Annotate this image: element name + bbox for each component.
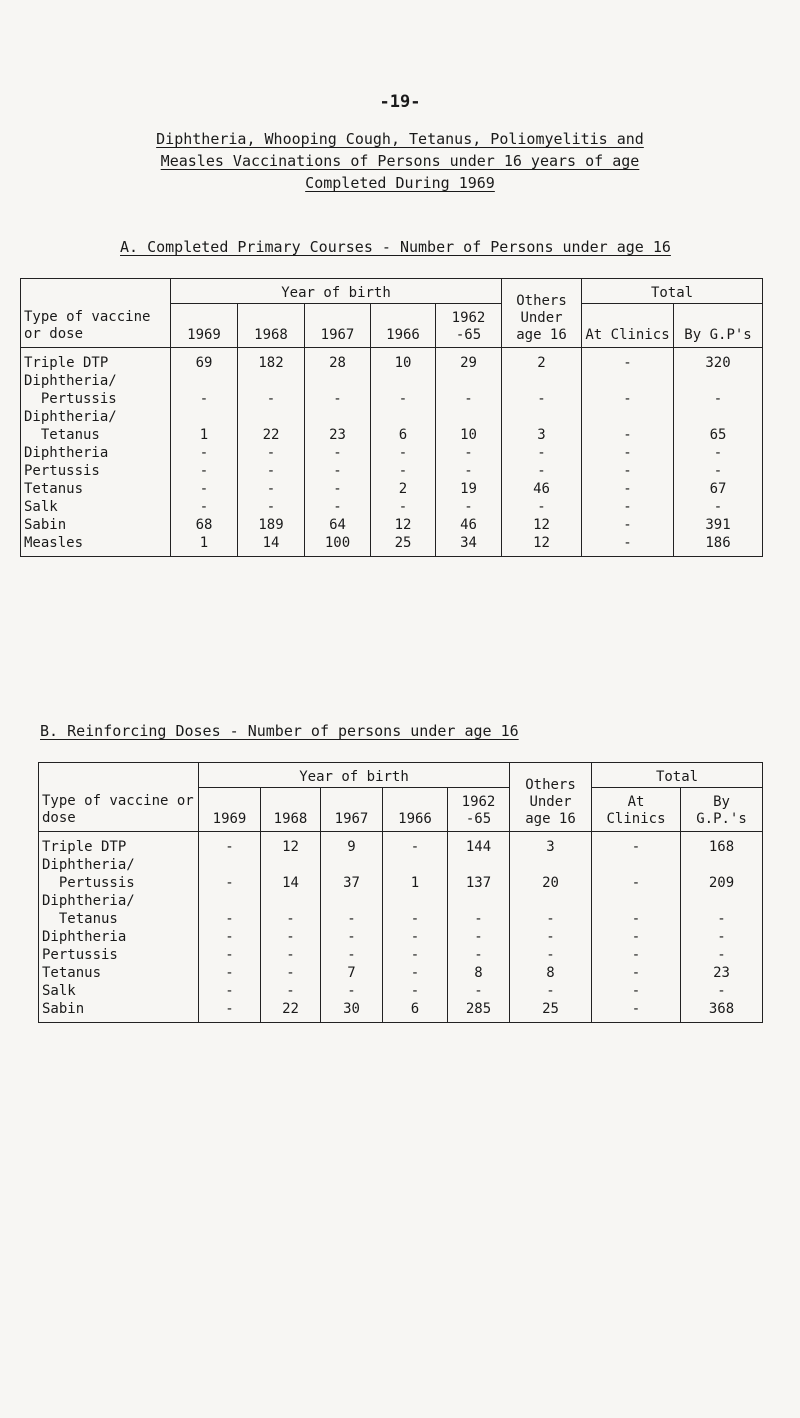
vaccine-type-cell: Pertussis	[39, 874, 199, 892]
value-cell: -	[238, 444, 305, 462]
type-header: Type of vaccine or dose	[39, 763, 199, 832]
vaccine-type-cell: Triple DTP	[39, 832, 199, 857]
value-cell: 391	[674, 516, 763, 534]
value-cell: -	[371, 498, 436, 516]
value-cell: 65	[674, 426, 763, 444]
value-cell	[436, 372, 502, 390]
value-cell: -	[171, 444, 238, 462]
value-cell: 2	[502, 348, 582, 373]
value-cell: -	[582, 426, 674, 444]
by-gps-header: By G.P's	[674, 304, 763, 348]
value-cell: -	[592, 874, 681, 892]
value-cell	[448, 856, 510, 874]
value-cell	[199, 892, 261, 910]
value-cell	[371, 372, 436, 390]
value-cell	[261, 892, 321, 910]
value-cell: 144	[448, 832, 510, 857]
total-header: Total	[582, 279, 763, 304]
year-of-birth-header: Year of birth	[171, 279, 502, 304]
others-header: Others Under age 16	[502, 279, 582, 348]
table-row	[21, 390, 763, 408]
value-cell: -	[199, 874, 261, 892]
value-cell: -	[510, 910, 592, 928]
value-cell: -	[305, 480, 371, 498]
vaccine-type-cell: Diphtheria/	[39, 892, 199, 910]
value-cell: -	[199, 982, 261, 1000]
value-cell: -	[261, 982, 321, 1000]
vaccine-type-cell: Pertussis	[39, 946, 199, 964]
year-header: 1966	[383, 788, 448, 832]
value-cell: -	[321, 946, 383, 964]
table-row	[39, 832, 763, 857]
year-header: 1968	[238, 304, 305, 348]
value-cell: 2	[371, 480, 436, 498]
value-cell	[510, 892, 592, 910]
value-cell	[238, 372, 305, 390]
value-cell: -	[238, 498, 305, 516]
table-row	[39, 964, 763, 982]
table-row	[39, 982, 763, 1000]
value-cell: 23	[305, 426, 371, 444]
value-cell: 368	[681, 1000, 763, 1023]
value-cell: -	[371, 462, 436, 480]
value-cell	[674, 408, 763, 426]
value-cell	[592, 892, 681, 910]
table-row	[39, 892, 763, 910]
value-cell: -	[199, 928, 261, 946]
value-cell: 7	[321, 964, 383, 982]
value-cell	[592, 856, 681, 874]
value-cell	[171, 408, 238, 426]
value-cell	[681, 892, 763, 910]
vaccine-type-cell: Pertussis	[21, 390, 171, 408]
year-header: 1969	[171, 304, 238, 348]
value-cell: -	[305, 498, 371, 516]
value-cell: 29	[436, 348, 502, 373]
title-line-3: Completed During 1969	[305, 174, 495, 192]
value-cell: 182	[238, 348, 305, 373]
value-cell	[199, 856, 261, 874]
value-cell: -	[261, 910, 321, 928]
value-cell: -	[383, 832, 448, 857]
value-cell: 12	[502, 516, 582, 534]
value-cell: -	[199, 832, 261, 857]
table-row	[21, 372, 763, 390]
table-row	[39, 910, 763, 928]
value-cell	[238, 408, 305, 426]
at-clinics-header: At Clinics	[582, 304, 674, 348]
value-cell: -	[502, 498, 582, 516]
value-cell: 30	[321, 1000, 383, 1023]
value-cell: -	[592, 946, 681, 964]
section-b-heading: B. Reinforcing Doses - Number of persons under age 16	[40, 722, 519, 740]
value-cell: 14	[238, 534, 305, 557]
value-cell: -	[681, 910, 763, 928]
value-cell	[510, 856, 592, 874]
value-cell: 186	[674, 534, 763, 557]
title-line-2: Measles Vaccinations of Persons under 16 years of age	[160, 152, 640, 170]
value-cell: -	[238, 480, 305, 498]
value-cell: -	[383, 946, 448, 964]
value-cell: -	[171, 498, 238, 516]
vaccine-type-cell: Diphtheria	[21, 444, 171, 462]
value-cell: -	[674, 498, 763, 516]
value-cell: 6	[383, 1000, 448, 1023]
vaccine-type-cell: Sabin	[21, 516, 171, 534]
value-cell: -	[582, 534, 674, 557]
value-cell: 3	[510, 832, 592, 857]
year-header: 1966	[371, 304, 436, 348]
value-cell: -	[592, 832, 681, 857]
value-cell: 12	[502, 534, 582, 557]
others-header: Others Under age 16	[510, 763, 592, 832]
value-cell: 37	[321, 874, 383, 892]
vaccine-type-cell: Diphtheria/	[39, 856, 199, 874]
value-cell: -	[592, 982, 681, 1000]
primary-courses-body	[21, 348, 763, 557]
value-cell: -	[448, 982, 510, 1000]
value-cell: 285	[448, 1000, 510, 1023]
vaccine-type-cell: Sabin	[39, 1000, 199, 1023]
year-header: 1967	[321, 788, 383, 832]
value-cell: -	[582, 498, 674, 516]
vaccine-type-cell: Triple DTP	[21, 348, 171, 373]
value-cell	[681, 856, 763, 874]
value-cell: -	[502, 390, 582, 408]
value-cell: -	[199, 1000, 261, 1023]
vaccine-type-cell: Pertussis	[21, 462, 171, 480]
value-cell: -	[171, 480, 238, 498]
value-cell: 6	[371, 426, 436, 444]
value-cell: -	[592, 1000, 681, 1023]
table-row	[39, 1000, 763, 1023]
value-cell: 68	[171, 516, 238, 534]
value-cell: -	[582, 390, 674, 408]
value-cell: -	[681, 928, 763, 946]
vaccine-type-cell: Salk	[21, 498, 171, 516]
value-cell: -	[674, 462, 763, 480]
value-cell: 19	[436, 480, 502, 498]
value-cell: 67	[674, 480, 763, 498]
value-cell: -	[502, 462, 582, 480]
vaccine-type-cell: Tetanus	[39, 910, 199, 928]
value-cell: 22	[238, 426, 305, 444]
value-cell: -	[305, 462, 371, 480]
value-cell: 1	[171, 426, 238, 444]
value-cell: 25	[510, 1000, 592, 1023]
value-cell: -	[171, 462, 238, 480]
value-cell	[502, 372, 582, 390]
value-cell	[582, 372, 674, 390]
year-of-birth-header: Year of birth	[199, 763, 510, 788]
value-cell	[502, 408, 582, 426]
value-cell: -	[321, 910, 383, 928]
value-cell: 320	[674, 348, 763, 373]
value-cell: -	[238, 462, 305, 480]
value-cell: -	[305, 444, 371, 462]
value-cell	[321, 856, 383, 874]
value-cell: -	[592, 964, 681, 982]
value-cell: 168	[681, 832, 763, 857]
value-cell	[383, 856, 448, 874]
vaccine-type-cell: Diphtheria/	[21, 408, 171, 426]
value-cell	[261, 856, 321, 874]
table-row	[39, 928, 763, 946]
value-cell: 64	[305, 516, 371, 534]
value-cell: -	[510, 946, 592, 964]
value-cell: 10	[371, 348, 436, 373]
table-row	[21, 462, 763, 480]
title-line-1: Diphtheria, Whooping Cough, Tetanus, Poliomyelitis and	[156, 130, 644, 148]
value-cell: 1	[383, 874, 448, 892]
value-cell: -	[448, 946, 510, 964]
value-cell: -	[582, 462, 674, 480]
vaccine-type-cell: Salk	[39, 982, 199, 1000]
value-cell: -	[383, 910, 448, 928]
value-cell: -	[261, 964, 321, 982]
vaccine-type-cell: Diphtheria/	[21, 372, 171, 390]
value-cell	[582, 408, 674, 426]
value-cell: -	[436, 498, 502, 516]
value-cell: 8	[510, 964, 592, 982]
value-cell: 46	[502, 480, 582, 498]
reinforcing-doses-body	[39, 832, 763, 1023]
value-cell: 14	[261, 874, 321, 892]
table-row	[21, 444, 763, 462]
value-cell: 46	[436, 516, 502, 534]
value-cell: 22	[261, 1000, 321, 1023]
table-row	[21, 480, 763, 498]
page-number: -19-	[379, 92, 421, 112]
value-cell: -	[371, 444, 436, 462]
value-cell: 9	[321, 832, 383, 857]
year-header: 1967	[305, 304, 371, 348]
table-row	[39, 946, 763, 964]
value-cell: 189	[238, 516, 305, 534]
value-cell	[171, 372, 238, 390]
reinforcing-doses-table	[38, 762, 763, 1023]
value-cell: 20	[510, 874, 592, 892]
value-cell: 28	[305, 348, 371, 373]
value-cell: -	[582, 480, 674, 498]
value-cell: -	[592, 910, 681, 928]
value-cell: -	[261, 928, 321, 946]
value-cell: 10	[436, 426, 502, 444]
value-cell	[305, 372, 371, 390]
value-cell	[305, 408, 371, 426]
value-cell: -	[199, 946, 261, 964]
value-cell: -	[321, 982, 383, 1000]
value-cell: -	[383, 964, 448, 982]
vaccine-type-cell: Tetanus	[21, 426, 171, 444]
primary-courses-table	[20, 278, 763, 557]
vaccine-type-cell: Diphtheria	[39, 928, 199, 946]
value-cell: -	[371, 390, 436, 408]
value-cell	[436, 408, 502, 426]
value-cell: -	[674, 390, 763, 408]
table-row	[21, 408, 763, 426]
value-cell: -	[510, 982, 592, 1000]
value-cell	[321, 892, 383, 910]
value-cell	[448, 892, 510, 910]
value-cell: -	[436, 390, 502, 408]
vaccine-type-cell: Tetanus	[39, 964, 199, 982]
value-cell: -	[383, 982, 448, 1000]
value-cell: -	[383, 928, 448, 946]
year-header: 1969	[199, 788, 261, 832]
value-cell: 34	[436, 534, 502, 557]
value-cell: -	[261, 946, 321, 964]
value-cell: 12	[261, 832, 321, 857]
value-cell: -	[582, 348, 674, 373]
type-header: Type of vaccine or dose	[21, 279, 171, 348]
value-cell: 1	[171, 534, 238, 557]
value-cell: -	[321, 928, 383, 946]
section-a-heading: A. Completed Primary Courses - Number of Persons under age 16	[120, 238, 671, 256]
value-cell: -	[199, 964, 261, 982]
vaccine-type-cell: Measles	[21, 534, 171, 557]
value-cell: -	[171, 390, 238, 408]
value-cell: -	[238, 390, 305, 408]
value-cell: -	[510, 928, 592, 946]
year-header: 1962 -65	[436, 304, 502, 348]
year-header: 1962 -65	[448, 788, 510, 832]
value-cell: -	[305, 390, 371, 408]
total-header: Total	[592, 763, 763, 788]
value-cell: -	[592, 928, 681, 946]
table-row	[21, 498, 763, 516]
value-cell: 12	[371, 516, 436, 534]
value-cell: -	[448, 928, 510, 946]
vaccine-type-cell: Tetanus	[21, 480, 171, 498]
value-cell: 25	[371, 534, 436, 557]
value-cell: -	[436, 462, 502, 480]
value-cell: -	[582, 516, 674, 534]
value-cell	[371, 408, 436, 426]
table-row	[21, 348, 763, 373]
value-cell: 209	[681, 874, 763, 892]
value-cell: 69	[171, 348, 238, 373]
value-cell: -	[681, 982, 763, 1000]
value-cell: -	[582, 444, 674, 462]
year-header: 1968	[261, 788, 321, 832]
table-row	[39, 856, 763, 874]
at-clinics-header: At Clinics	[592, 788, 681, 832]
value-cell	[674, 372, 763, 390]
table-row	[21, 426, 763, 444]
value-cell: -	[502, 444, 582, 462]
value-cell: 3	[502, 426, 582, 444]
value-cell: 100	[305, 534, 371, 557]
value-cell: 8	[448, 964, 510, 982]
value-cell: 137	[448, 874, 510, 892]
table-row	[21, 516, 763, 534]
value-cell: -	[681, 946, 763, 964]
value-cell: -	[448, 910, 510, 928]
value-cell: -	[199, 910, 261, 928]
value-cell: -	[674, 444, 763, 462]
by-gps-header: By G.P.'s	[681, 788, 763, 832]
value-cell: 23	[681, 964, 763, 982]
value-cell: -	[436, 444, 502, 462]
value-cell	[383, 892, 448, 910]
table-row	[21, 534, 763, 557]
table-row	[39, 874, 763, 892]
